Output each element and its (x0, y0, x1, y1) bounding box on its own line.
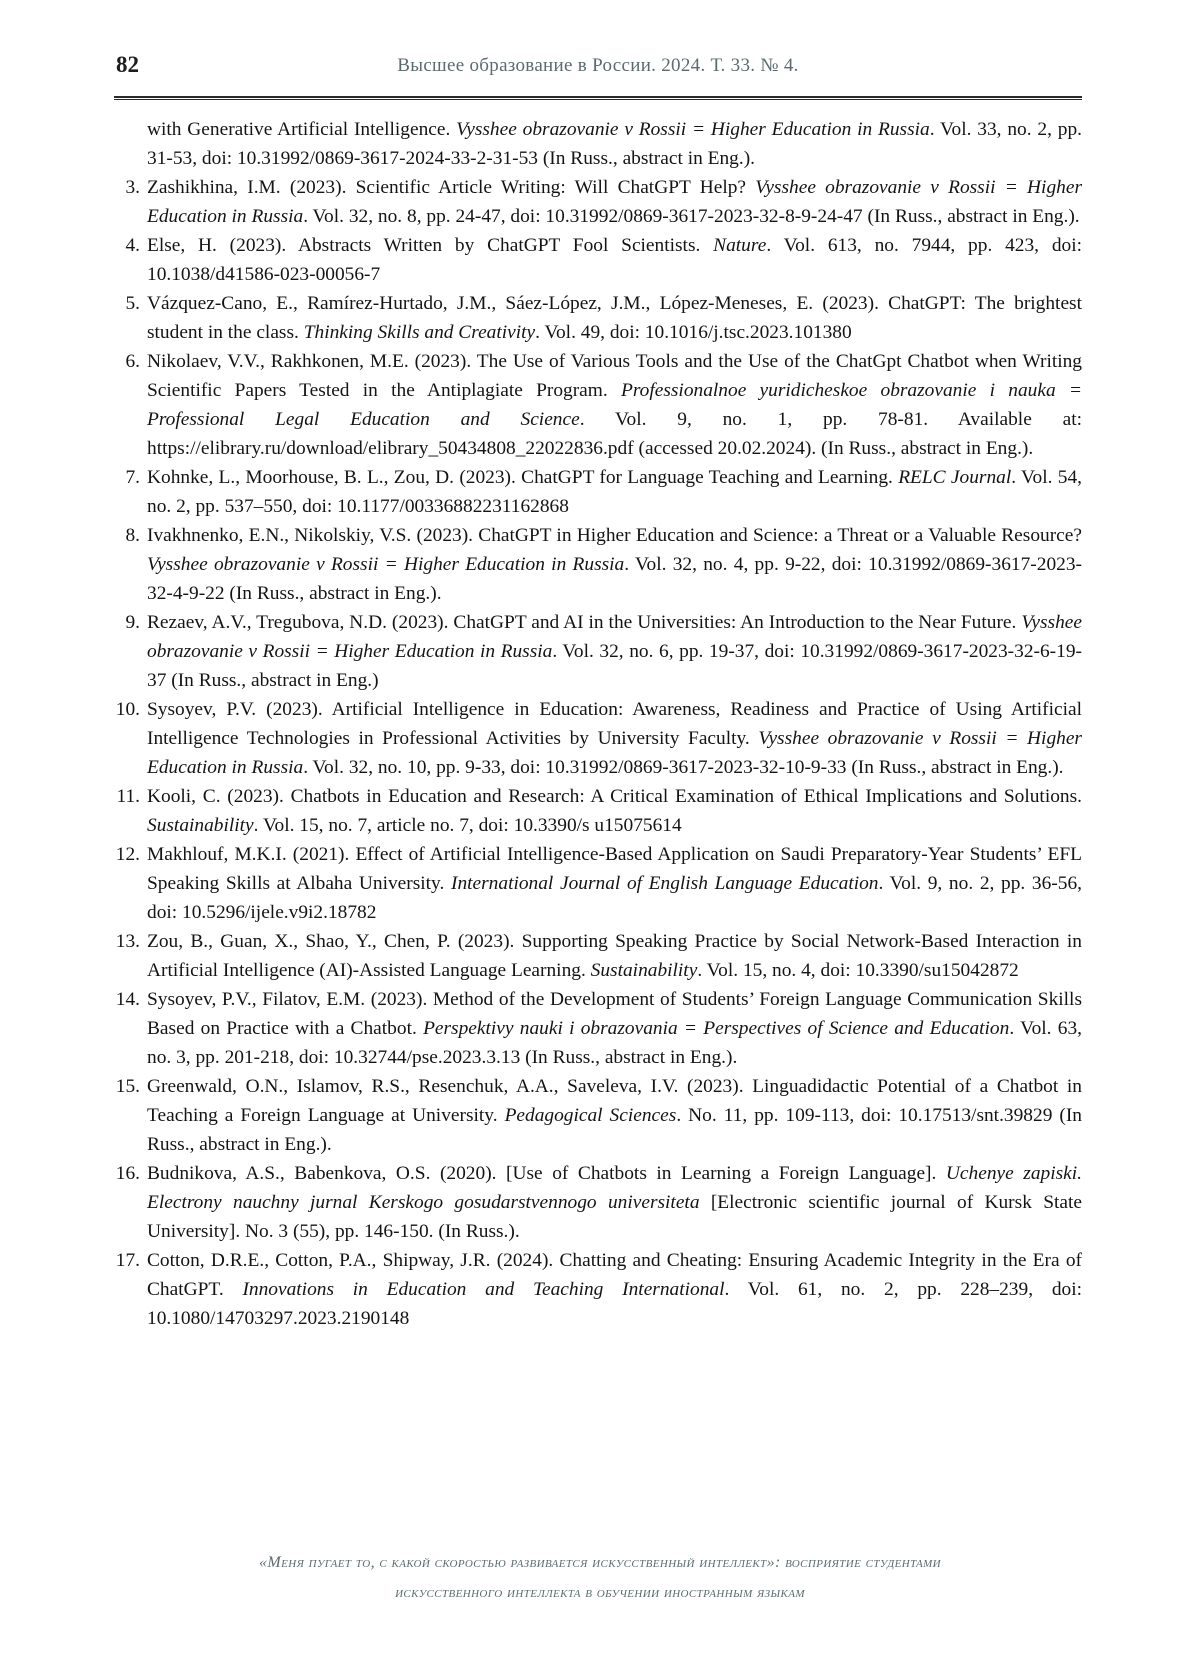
reference-journal-title: Sustainability (147, 815, 254, 836)
reference-text-run: Zashikhina, I.M. (2023). Scientific Article Writing: Will ChatGPT Help? (147, 177, 756, 198)
reference-text-run: Budnikova, A.S., Babenkova, O.S. (2020). [Use of Chatbots in Learning a Foreign Language]. (147, 1163, 946, 1184)
reference-journal-title: Perspektivy nauki i obrazovania = Perspectives of Science and Education (423, 1018, 1010, 1039)
reference-list (114, 115, 1082, 1333)
reference-text-run: Ivakhnenko, E.N., Nikolskiy, V.S. (2023). ChatGPT in Higher Education and Science: a Threat or a Valuable Resource? (147, 525, 1082, 546)
reference-item (114, 1159, 1082, 1246)
reference-item (114, 840, 1082, 927)
reference-text-run: . No. 11, pp. 109-113, doi: 10.17513/snt.39829 (In Russ., abstract in Eng.). (147, 1105, 1082, 1155)
reference-number: 7. (125, 467, 140, 488)
reference-text-run: . Vol. 613, no. 7944, pp. 423, doi: 10.1038/d41586-023-00056-7 (147, 235, 1082, 285)
reference-text-run: Kooli, C. (2023). Chatbots in Education and Research: A Critical Examination of Ethical Implications and Solutions. (147, 786, 1082, 807)
reference-journal-title: Innovations in Education and Teaching International (242, 1279, 725, 1300)
reference-item (114, 1072, 1082, 1159)
reference-item (114, 782, 1082, 840)
reference-item (114, 231, 1082, 289)
reference-number: 5. (125, 293, 140, 314)
reference-text-run: [Electronic scientific journal of Kursk State University]. No. 3 (55), pp. 146-150. (In Russ.). (147, 1192, 1082, 1242)
reference-journal-title: Uchenye zapiski. Electrony nauchny jurnal Kerskogo gosudarstvennogo universiteta (147, 1163, 1082, 1213)
reference-item (114, 173, 1082, 231)
reference-number: 4. (125, 235, 140, 256)
reference-number: 8. (125, 525, 140, 546)
running-title: Высшее образование в России. 2024. Т. 33. № 4. (397, 55, 799, 76)
reference-item (114, 115, 1082, 173)
reference-text-run: Else, H. (2023). Abstracts Written by ChatGPT Fool Scientists. (147, 235, 714, 256)
reference-text-run: . Vol. 9, no. 2, pp. 36-56, doi: 10.5296/ijele.v9i2.18782 (147, 873, 1082, 923)
reference-journal-title: RELC Journal (898, 467, 1012, 488)
reference-journal-title: Vysshee obrazovanie v Rossii = Higher Education in Russia (147, 728, 1082, 778)
reference-item (114, 695, 1082, 782)
reference-item (114, 608, 1082, 695)
reference-journal-title: International Journal of English Language Education (450, 873, 879, 894)
reference-item (114, 463, 1082, 521)
reference-number: 11. (116, 786, 140, 807)
reference-number: 16. (115, 1163, 140, 1184)
reference-text-run: . Vol. 63, no. 3, pp. 201-218, doi: 10.32744/pse.2023.3.13 (In Russ., abstract in Eng.). (147, 1018, 1082, 1068)
reference-journal-title: Vysshee obrazovanie v Rossii = Higher Education in Russia (147, 177, 1082, 227)
reference-journal-title: Vysshee obrazovanie v Rossii = Higher Education in Russia (147, 612, 1082, 662)
reference-text-run: Makhlouf, M.K.I. (2021). Effect of Artificial Intelligence-Based Application on Saudi Preparatory-Year Students’ EFL Speaking Skills at Albaha University. (147, 844, 1082, 894)
reference-text-run: Greenwald, O.N., Islamov, R.S., Resenchuk, A.A., Saveleva, I.V. (2023). Linguadidactic Potential of a Chatbot in Teaching a Foreign Language at University. (147, 1076, 1082, 1126)
footer-title-line2: искусственного интеллекта в обучении иностранным языкам (395, 1584, 805, 1601)
reference-journal-title: Professionalnoe yuridicheskoe obrazovanie i nauka = Professional Legal Education and Science (147, 380, 1083, 430)
reference-text-run: . Vol. 49, doi: 10.1016/j.tsc.2023.101380 (535, 322, 852, 343)
page-header (114, 0, 1082, 82)
reference-text-run: Rezaev, A.V., Tregubova, N.D. (2023). ChatGPT and AI in the Universities: An Introduction to the Near Future. (147, 612, 1022, 633)
reference-text-run: Kohnke, L., Moorhouse, B. L., Zou, D. (2023). ChatGPT for Language Teaching and Learning. (147, 467, 899, 488)
reference-journal-title: Nature (713, 235, 767, 256)
reference-item (114, 1246, 1082, 1333)
reference-journal-title: Sustainability (590, 960, 698, 981)
reference-journal-title: Pedagogical Sciences (504, 1105, 677, 1126)
reference-journal-title: Vysshee obrazovanie v Rossii = Higher Education in Russia (456, 119, 930, 140)
reference-number: 14. (115, 989, 140, 1010)
reference-text-run: . Vol. 9, no. 1, pp. 78-81. Available at: https://elibrary.ru/download/elibrary_50434808_22022836.pdf (accessed 20.02.2024). (In Russ., abstract in Eng.). (147, 409, 1082, 459)
reference-journal-title: Thinking Skills and Creativity (303, 322, 536, 343)
reference-number: 17. (115, 1250, 140, 1271)
reference-text-run: Sysoyev, P.V., Filatov, E.M. (2023). Method of the Development of Students’ Foreign Language Communication Skills Based on Practice with a Chatbot. (147, 989, 1082, 1039)
reference-item (114, 521, 1082, 608)
page-footer (0, 1548, 1200, 1608)
reference-text-run: Sysoyev, P.V. (2023). Artificial Intelligence in Education: Awareness, Readiness and Practice of Using Artificial Intelligence Technologies in Professional Activities by University Faculty. (147, 699, 1082, 749)
reference-number: 3. (125, 177, 140, 198)
reference-text-run: . Vol. 32, no. 8, pp. 24-47, doi: 10.31992/0869-3617-2023-32-8-9-24-47 (In Russ., abstract in Eng.). (303, 206, 1080, 227)
reference-number: 10. (115, 699, 140, 720)
page-number: 82 (116, 52, 139, 77)
reference-item (114, 347, 1082, 463)
reference-text-run: . Vol. 33, no. 2, pp. 31-53, doi: 10.31992/0869-3617-2024-33-2-31-53 (In Russ., abstract in Eng.). (147, 119, 1082, 169)
reference-text-run: Zou, B., Guan, X., Shao, Y., Chen, P. (2023). Supporting Speaking Practice by Social Network-Based Interaction in Artificial Intelligence (AI)-Assisted Language Learning. (147, 931, 1082, 981)
reference-text-run: . Vol. 32, no. 10, pp. 9-33, doi: 10.31992/0869-3617-2023-32-10-9-33 (In Russ., abstract in Eng.). (303, 757, 1064, 778)
reference-text-run: . Vol. 32, no. 6, pp. 19-37, doi: 10.31992/0869-3617-2023-32-6-19-37 (In Russ., abstract in Eng.) (147, 641, 1082, 691)
reference-number: 6. (125, 351, 140, 372)
reference-item (114, 985, 1082, 1072)
reference-item (114, 927, 1082, 985)
reference-text-run: Vázquez-Cano, E., Ramírez-Hurtado, J.M., Sáez-López, J.M., López-Meneses, E. (2023). ChatGPT: The brightest student in the class. (147, 293, 1082, 343)
reference-text-run: . Vol. 54, no. 2, pp. 537–550, doi: 10.1177/00336882231162868 (147, 467, 1082, 517)
reference-text-run: . Vol. 61, no. 2, pp. 228–239, doi: 10.1080/14703297.2023.2190148 (147, 1279, 1082, 1329)
reference-journal-title: Vysshee obrazovanie v Rossii = Higher Education in Russia (147, 554, 625, 575)
footer-title-line1: «Меня пугает то, с какой скоростью развивается искусственный интеллект»: восприятие студентами (258, 1554, 941, 1571)
reference-text-run: Cotton, D.R.E., Cotton, P.A., Shipway, J.R. (2024). Chatting and Cheating: Ensuring Academic Integrity in the Era of ChatGPT. (147, 1250, 1082, 1300)
reference-text-run: with Generative Artificial Intelligence. (147, 119, 457, 140)
reference-number: 15. (115, 1076, 140, 1097)
reference-text-run: . Vol. 15, no. 4, doi: 10.3390/su15042872 (697, 960, 1019, 981)
reference-number: 13. (115, 931, 140, 952)
reference-number: 9. (125, 612, 140, 633)
reference-number: 12. (115, 844, 140, 865)
reference-text-run: . Vol. 32, no. 4, pp. 9-22, doi: 10.31992/0869-3617-2023-32-4-9-22 (In Russ., abstract in Eng.). (147, 554, 1082, 604)
reference-item (114, 289, 1082, 347)
reference-text-run: Nikolaev, V.V., Rakhkonen, M.E. (2023). The Use of Various Tools and the Use of the ChatGpt Chatbot when Writing Scientific Papers Tested in the Antiplagiate Program. (147, 351, 1082, 401)
header-rule (114, 96, 1082, 100)
reference-text-run: . Vol. 15, no. 7, article no. 7, doi: 10.3390/s u15075614 (253, 815, 682, 836)
